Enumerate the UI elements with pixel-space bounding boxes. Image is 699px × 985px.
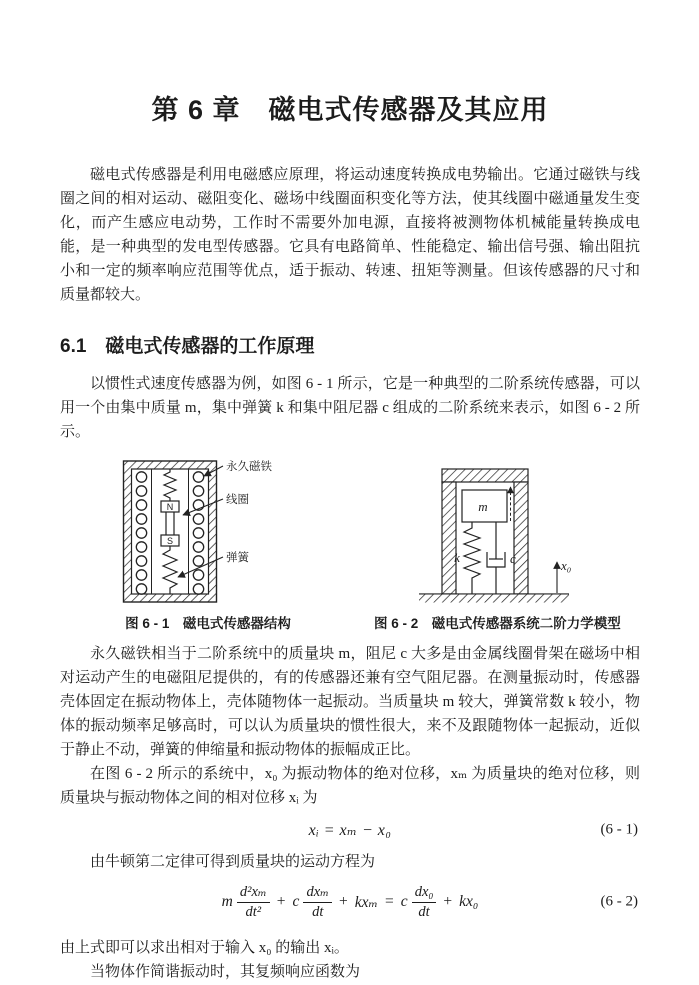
equation-2 [60, 884, 640, 920]
eq2-fraction-3: $\frac{\text{dx₀}}{dt}$ [412, 884, 437, 920]
eq2-fraction-2: $\frac{\text{dxₘ}}{dt}$ [303, 884, 332, 920]
equation-1-expression: xᵢ = xₘ − x₀ [308, 822, 392, 839]
frame-right-column [514, 482, 528, 594]
eq2-term-kx0: kx₀ [459, 893, 479, 911]
damper-label: c [510, 551, 517, 566]
eq2-coeff-c2: c [400, 893, 408, 911]
mechanical-model-diagram [417, 466, 577, 606]
equation-2-number: (6 - 2) [600, 893, 638, 910]
section-heading: 6.1 磁电式传感器的工作原理 [60, 336, 315, 357]
mass-label: m [478, 499, 489, 514]
newton-paragraph: 由牛顿第二定律可得到质量块的运动方程为 [90, 854, 376, 870]
eq2-fraction-1: $\frac{\text{d²xₘ}}{\text{dt²}}$ [237, 884, 270, 920]
equation-2-expression: m $\frac{\text{d²xₘ}}{\text{dt²}}$ + c $\frac{\text{dxₘ}}{dt}$ + kxₘ = c $\frac{\text{dx₀}}{dt}$ + kx₀ [221, 884, 479, 920]
sensor-structure-diagram [122, 458, 294, 606]
model-spring-shape [464, 522, 480, 594]
output-paragraph: 由上式即可以求出相对于输入 x₀ 的输出 xᵢ。 [60, 940, 349, 957]
frame-left-column [442, 482, 456, 594]
fig1-caption: 图 6 - 1 磁电式传感器结构 [125, 616, 291, 631]
equation-1 [60, 820, 640, 840]
frame-top-bar [442, 469, 528, 482]
eq2-coeff-m: m [221, 893, 233, 911]
eq2-coeff-c1: c [292, 893, 300, 911]
displacement-label: x₀ [561, 558, 572, 573]
chapter-title: 第 6 章 磁电式传感器及其应用 [151, 95, 549, 125]
s-pole-label: S [166, 536, 174, 546]
coil-label: 线圈 [226, 494, 249, 506]
figures-row [60, 458, 640, 632]
spring-constant-label: k [454, 550, 461, 565]
figure-6-1 [122, 458, 294, 632]
eq2-term-kxm: kxₘ [354, 893, 379, 911]
example-paragraph: 以惯性式速度传感器为例，如图 6 - 1 所示，它是一种典型的二阶系统传感器，可以用一个由集中质量 m，集中弹簧 k 和集中阻尼器 c 组成的二阶系统来表示，如图 6 - 2 所示。 [60, 376, 640, 440]
displacement-paragraph: 在图 6 - 2 所示的系统中，x₀ 为振动物体的绝对位移，xₘ 为质量块的绝对位移，则质量块与振动物体之间的相对位移 xᵢ 为 [60, 766, 640, 806]
magnet-label: 永久磁铁 [226, 461, 272, 473]
principle-paragraph: 永久磁铁相当于二阶系统中的质量块 m，阻尼 c 大多是由金属线圈骨架在磁场中相对运动产生的电磁阻尼提供的，有的传感器还兼有空气阻尼器。在测量振动时，传感器壳体固定在振动物体上，壳体随物体一起振动。当质量块 m 较大，弹簧常数 k 较小，物体的振动频率足够高时，可以认为质量块的惯性很大，来不及跟随物体一起振动，近似于静止不动，弹簧的伸缩量和振动物体的振幅成正比。 [60, 646, 640, 758]
n-pole-label: N [166, 502, 174, 512]
spring-label: 弹簧 [226, 552, 249, 564]
harmonic-paragraph: 当物体作简谐振动时，其复频响应函数为 [90, 964, 361, 981]
intro-paragraph: 磁电式传感器是利用电磁感应原理，将运动速度转换成电势输出。它通过磁铁与线圈之间的相对运动、磁阻变化、磁场中线圈面积变化等方法，使其线圈中磁通量发生变化，而产生感应电动势，工作时不需要外加电源，直接将被测物体机械能量转换成电能，是一种典型的发电型传感器。它具有电路简单、性能稳定、输出信号强、输出阻抗小和一定的频率响应范围等优点，适于振动、转速、扭矩等测量。但该传感器的尺寸和质量都较大。 [60, 167, 640, 303]
ground-hatching [419, 595, 569, 603]
equation-1-number: (6 - 1) [600, 821, 638, 838]
figure-6-2 [374, 466, 621, 632]
fig2-caption: 图 6 - 2 磁电式传感器系统二阶力学模型 [374, 616, 621, 631]
